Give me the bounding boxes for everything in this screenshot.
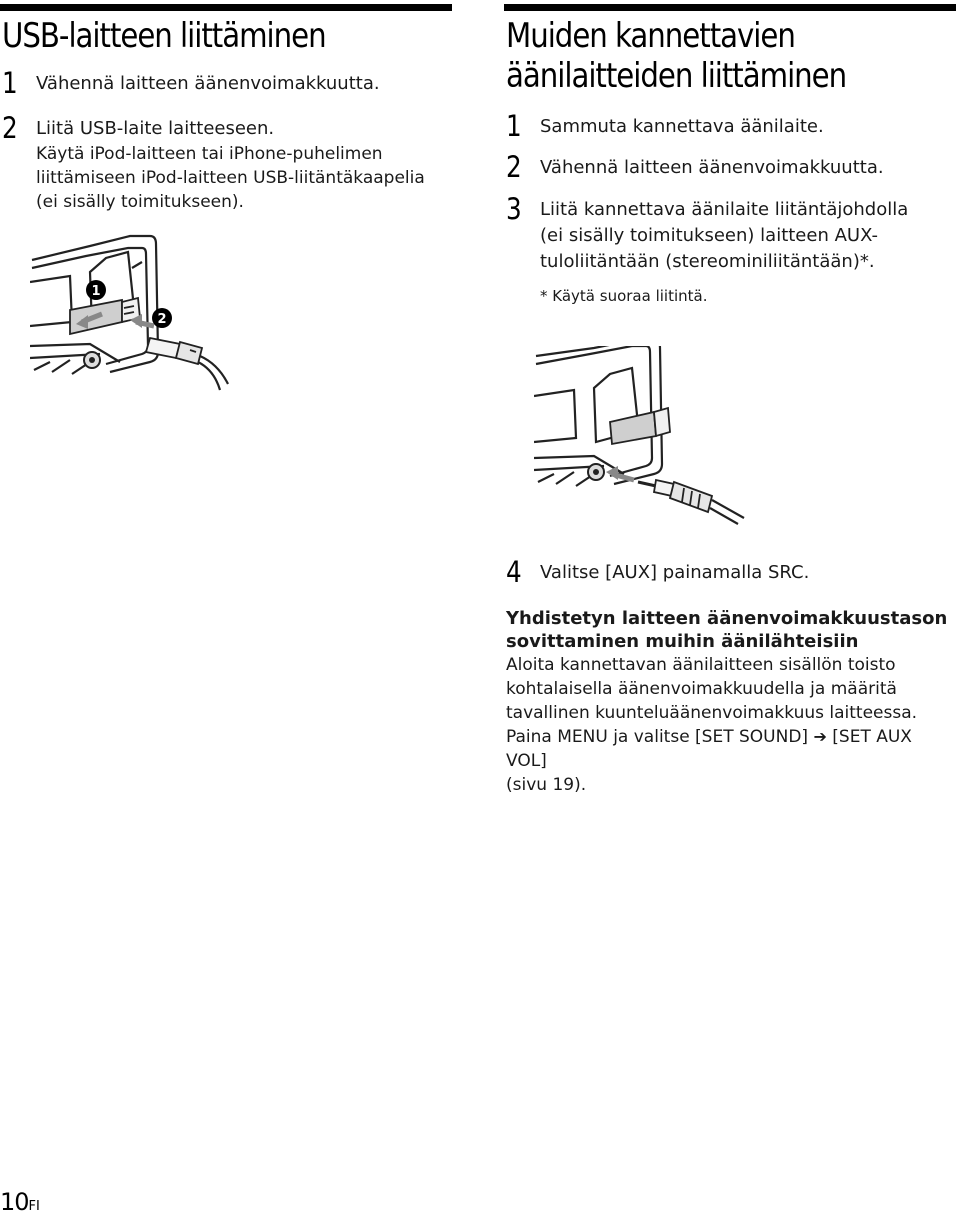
step-number: 2 [2,111,18,145]
page-reference: (sivu 19). [506,775,587,795]
step-text: Vähennä laitteen äänenvoimakkuutta. [36,73,380,94]
step-text: Liitä USB-laite laitteeseen. [36,118,275,139]
usb-step-2 [2,111,476,214]
usb-step-1 [2,66,476,100]
paragraph-line [506,725,958,773]
step-subtext-line: liittämiseen iPod-laitteen USB-liitäntäkaapelia [36,168,425,188]
step-number: 1 [2,66,18,100]
step-number: 1 [506,109,522,143]
step-text-line: Liitä kannettava äänilaite liitäntäjohdolla [540,199,909,220]
aux-connection-illustration [534,346,754,526]
step-text-line: (ei sisälly toimitukseen) laitteen AUX- [540,225,879,246]
step-number: 2 [506,150,522,184]
page-number: 10FI [0,1188,40,1216]
step-text: Vähennä laitteen äänenvoimakkuutta. [540,157,884,178]
portable-section-title-line2: äänilaitteiden liittäminen [506,56,847,96]
step-text-line: tuloliitäntään (stereominiliitäntään)*. [540,251,875,272]
portable-step-2 [506,150,960,184]
usb-section-title: USB-laitteen liittäminen [2,16,326,56]
step-subtext-line: Käytä iPod-laitteen tai iPhone-puhelimen [36,144,383,164]
portable-step-3 [506,192,960,307]
callout-1-label: 1 [91,284,101,299]
callout-2-label: 2 [157,312,167,327]
step-text: Valitse [AUX] painamalla SRC. [540,562,810,583]
step-text: Sammuta kannettava äänilaite. [540,116,824,137]
portable-step-1 [506,109,960,143]
right-arrow-icon: ➔ [813,727,827,746]
paragraph-line: kohtalaisella äänenvoimakkuudella ja määritä [506,679,897,699]
paragraph-line: Aloita kannettavan äänilaitteen sisällön toisto [506,655,896,675]
subheading-line: Yhdistetyn laitteen äänenvoimakkuustason [506,608,948,629]
portable-section-title-line1: Muiden kannettavien [506,16,795,56]
portable-step-4 [506,555,960,589]
footnote: * Käytä suoraa liitintä. [540,287,708,305]
volume-adjust-block [506,607,958,797]
menu-target: [SET AUX VOL] [506,727,912,771]
step-number: 3 [506,192,522,226]
section-rule-right [504,4,956,11]
step-subtext-line: (ei sisälly toimitukseen). [36,192,244,212]
section-rule-left [0,4,452,11]
step-number: 4 [506,555,522,589]
menu-instruction: Paina MENU ja valitse [SET SOUND] [506,727,809,747]
paragraph-line: tavallinen kuunteluäänenvoimakkuus laitteessa. [506,703,918,723]
usb-connection-illustration [30,222,250,392]
subheading-line: sovittaminen muihin äänilähteisiin [506,631,859,652]
